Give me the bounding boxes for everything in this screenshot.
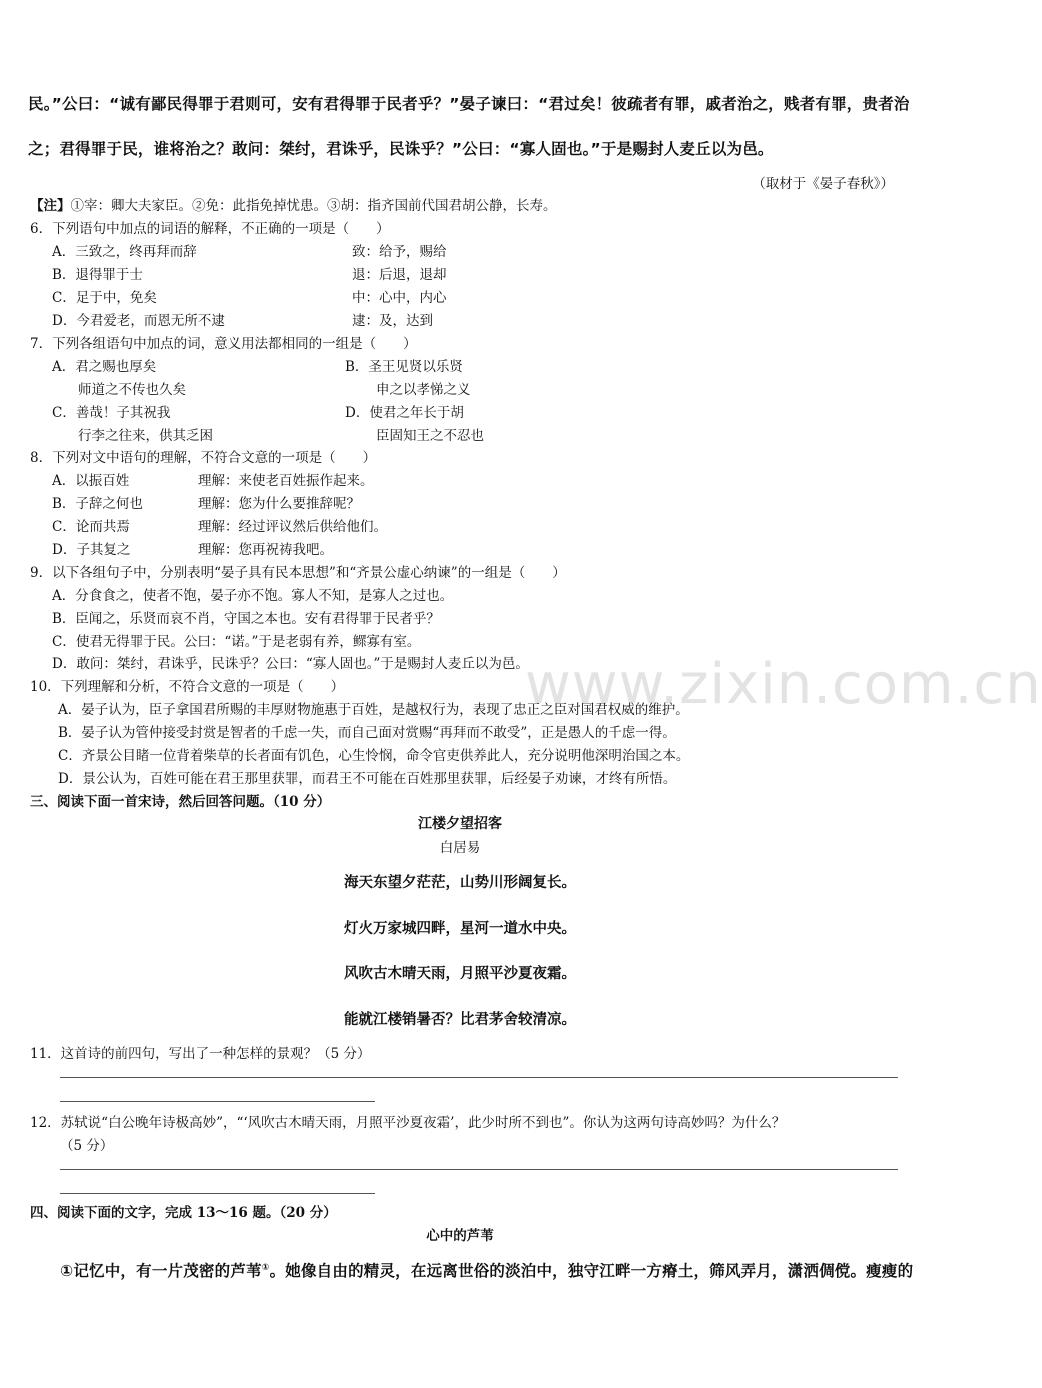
q11-stem: 11．这首诗的前四句，写出了一种怎样的景观？（5 分）: [30, 1046, 371, 1062]
poem-author: 白居易: [439, 840, 481, 856]
article-paragraph-1-start: ①记忆中，有一片茂密的芦苇: [60, 1262, 262, 1280]
q7-option-b-1: B．圣王见贤以乐贤: [345, 359, 463, 375]
q6-option-c-gloss: 中：心中，内心: [352, 290, 447, 306]
q7-option-c-2: 行李之往来，供其乏困: [78, 428, 213, 444]
q7-option-c-1: C．善哉！子其祝我: [52, 405, 171, 421]
note: [30, 194, 557, 214]
article-title: 心中的芦苇: [426, 1228, 494, 1244]
poem-title: 江楼夕望招客: [418, 816, 502, 832]
q6-option-d: D．今君爱老，而恩无所不逮: [52, 313, 225, 329]
q10-stem: 10．下列理解和分析，不符合文意的一项是（ ）: [30, 679, 345, 695]
q7-option-a-2: 师道之不传也久矣: [78, 382, 186, 398]
passage-source: （取材于《晏子春秋》）: [752, 176, 894, 192]
q6-option-b-gloss: 退：后退，退却: [352, 267, 447, 283]
q9-option-a: A．分食食之，使者不饱，晏子亦不饱。寡人不知，是寡人之过也。: [52, 588, 454, 604]
q8-option-b: B．子辞之何也: [52, 496, 143, 512]
q8-option-c-explain: 理解：经过评议然后供给他们。: [198, 519, 387, 535]
q10-option-a: A．晏子认为，臣子拿国君所赐的丰厚财物施惠于百姓，是越权行为，表现了忠正之臣对国君权威的维护。: [58, 702, 689, 718]
note-label: 【注】: [30, 198, 71, 214]
poem-line-2: 灯火万家城四畔，星河一道水中央。: [344, 921, 576, 937]
q12-answer-line-1[interactable]: [60, 1169, 898, 1170]
q9-option-d: D．敢问：桀纣，君诛乎，民诛乎？公曰：“寡人固也。”于是赐封人麦丘以为邑。: [52, 656, 529, 672]
q8-option-b-explain: 理解：您为什么要推辞呢？: [198, 496, 360, 512]
q8-stem: 8．下列对文中语句的理解，不符合文意的一项是（ ）: [30, 450, 377, 466]
q10-option-c: C．齐景公目睹一位背着柴草的长者面有饥色，心生怜悯，命令官吏供养此人，充分说明他深明治国之本。: [58, 748, 690, 764]
q6-option-b: B．退得罪于士: [52, 267, 143, 283]
article-paragraph-1-rest: 。她像自由的精灵，在远离世俗的淡泊中，独守江畔一方瘠土，筛风弄月，潇洒倜傥。瘦瘦的: [269, 1262, 914, 1280]
q6-stem: 6．下列语句中加点的词语的解释，不正确的一项是（ ）: [30, 221, 390, 237]
q12-stem-line-2: （5 分）: [60, 1138, 114, 1154]
footnote-marker: ①: [261, 1262, 270, 1273]
section-3-heading: 三、阅读下面一首宋诗，然后回答问题。（10 分）: [30, 794, 331, 810]
q11-answer-line-2[interactable]: [60, 1101, 375, 1102]
q7-option-b-2: 申之以孝悌之义: [376, 382, 471, 398]
note-text: ①宰：卿大夫家臣。②免：此指免掉忧患。③胡：指齐国前代国君胡公静，长寿。: [70, 198, 557, 214]
poem-line-1: 海天东望夕茫茫，山势川形阔复长。: [344, 875, 576, 891]
q6-option-a-gloss: 致：给予，赐给: [352, 244, 447, 260]
poem-line-4: 能就江楼销暑否？比君茅舍较清凉。: [344, 1012, 576, 1028]
q10-option-b: B．晏子认为管仲接受封赏是智者的千虑一失，而自己面对赏赐“再拜而不敢受”，正是愚人的千虑一得。: [58, 725, 676, 741]
q8-option-c: C．论而共焉: [52, 519, 130, 535]
q7-option-a-1: A．君之赐也厚矣: [52, 359, 157, 375]
q11-answer-line-1[interactable]: [60, 1077, 898, 1078]
q9-option-c: C．使君无得罪于民。公曰：“诺。”于是老弱有养，鳏寡有室。: [52, 634, 421, 650]
q6-option-c: C．足于中，免矣: [52, 290, 157, 306]
q7-option-d-2: 臣固知王之不忍也: [376, 428, 484, 444]
q8-option-a: A．以振百姓: [52, 473, 130, 489]
q12-answer-line-2[interactable]: [60, 1193, 375, 1194]
poem-line-3: 风吹古木晴天雨，月照平沙夏夜霜。: [344, 966, 576, 982]
section-4-heading: 四、阅读下面的文字，完成 13～16 题。（20 分）: [30, 1205, 337, 1221]
q8-option-d: D．子其复之: [52, 542, 131, 558]
q9-option-b: B．臣闻之，乐贤而哀不肖，守国之本也。安有君得罪于民者乎？: [52, 611, 440, 627]
q7-stem: 7．下列各组语句中加点的词，意义用法都相同的一组是（ ）: [30, 336, 417, 352]
q10-option-d: D．景公认为，百姓可能在君王那里获罪，而君王不可能在百姓那里获罪，后经晏子劝谏，才终有所悟。: [58, 771, 677, 787]
q6-option-d-gloss: 逮：及，达到: [352, 313, 433, 329]
q8-option-d-explain: 理解：您再祝祷我吧。: [198, 542, 333, 558]
q6-option-a: A．三致之，终再拜而辞: [52, 244, 197, 260]
q7-option-d-1: D．使君之年长于胡: [345, 405, 464, 421]
passage-line-2: 之；君得罪于民，谁将治之？敢问：桀纣，君诛乎，民诛乎？”公曰：“寡人固也。”于是赐封人麦丘以为邑。: [28, 140, 774, 158]
watermark: www.zixin.com.cn: [525, 652, 1042, 717]
q8-option-a-explain: 理解：来使老百姓振作起来。: [198, 473, 374, 489]
passage-line-1: 民。”公曰：“诚有鄙民得罪于君则可，安有君得罪于民者乎？”晏子谏曰：“君过矣！彼疏者有罪，戚者治之，贱者有罪，贵者治: [28, 95, 910, 113]
q9-stem: 9．以下各组句子中，分别表明“晏子具有民本思想”和“齐景公虚心纳谏”的一组是（ ）: [30, 565, 566, 581]
article-paragraph-1: [60, 1259, 913, 1281]
q12-stem-line-1: 12．苏轼说“白公晚年诗极高妙”，“‘风吹古木晴天雨，月照平沙夏夜霜’，此少时所不到也”。你认为这两句诗高妙吗？为什么？: [30, 1115, 786, 1131]
